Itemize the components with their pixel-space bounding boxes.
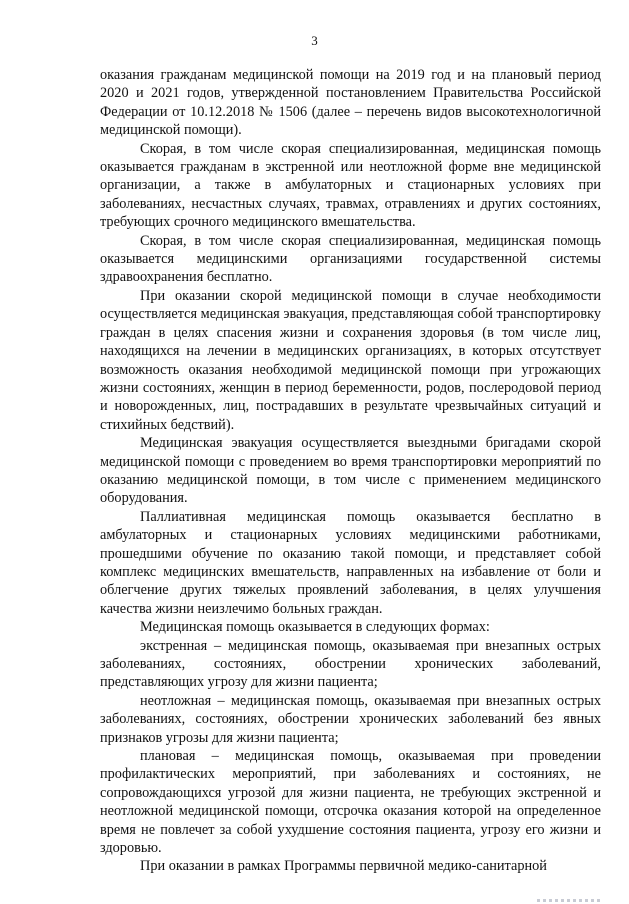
document-body bbox=[100, 66, 601, 876]
paragraph-continuation: оказания гражданам медицинской помощи на 2019 год и на плановый период 2020 и 2021 годов, утвержденной постановлением Правительства Российской Федерации от 10.12.2018 № 1506 (далее – перечень видов высокотехнологичной медицинской помощи). bbox=[100, 67, 601, 139]
paragraph-primary-care-start: При оказании в рамках Программы первичной медико-санитарной bbox=[140, 858, 547, 875]
list-item-urgent-form: неотложная – медицинская помощь, оказываемая при внезапных острых заболеваниях, состояниях, обострении хронических заболеваний без явных признаков угрозы для жизни пациента; bbox=[100, 692, 601, 746]
paragraph-palliative-care: Паллиативная медицинская помощь оказывается бесплатно в амбулаторных и стационарных условиях медицинскими работниками, прошедшими обучение по оказанию такой помощи, и представляет собой комплекс медицинских вмешательств, направленных на избавление от боли и облегчение других тяжелых проявлений заболевания, в целях улучшения качества жизни неизлечимо больных граждан. bbox=[100, 508, 601, 617]
paragraph-medical-evacuation: При оказании скорой медицинской помощи в случае необходимости осуществляется медицинская эвакуация, представляющая собой транспортировку граждан в целях спасения жизни и сохранения здоровья (в том числе лиц, находящихся на лечении в медицинских организациях, в которых отсутствует возможность оказания необходимой медицинской помощи при угрожающих жизни состояниях, женщин в период беременности, родов, послеродовой период и новорожденных, лиц, пострадавших в результате чрезвычайных ситуаций и стихийных бедствий). bbox=[100, 287, 601, 433]
paragraph-emergency-care-definition: Скорая, в том числе скорая специализированная, медицинская помощь оказывается гражданам в экстренной или неотложной форме вне медицинской организации, а также в амбулаторных и стационарных условиях при заболеваниях, несчастных случаях, травмах, отравлениях и других состояниях, требующих срочного медицинского вмешательства. bbox=[100, 140, 601, 231]
list-item-emergency-form: экстренная – медицинская помощь, оказываемая при внезапных острых заболеваниях, состояниях, обострении хронических заболеваний, представляющих угрозу для жизни пациента; bbox=[100, 637, 601, 691]
paragraph-emergency-care-free: Скорая, в том числе скорая специализированная, медицинская помощь оказывается медицинскими организациями государственной системы здравоохранения бесплатно. bbox=[100, 232, 601, 286]
page-number: 3 bbox=[311, 33, 318, 48]
list-item-planned-form: плановая – медицинская помощь, оказываемая при проведении профилактических мероприятий, при заболеваниях и состояниях, не сопровождающихся угрозой для жизни пациента, не требующих экстренной и неотложной медицинской помощи, отсрочка оказания которой на определенное время не повлечет за собой ухудшение состояния пациента, угрозу его жизни и здоровью. bbox=[100, 748, 601, 857]
scan-edge-mark bbox=[537, 899, 601, 902]
paragraph-care-forms-intro: Медицинская помощь оказывается в следующих формах: bbox=[140, 619, 490, 636]
paragraph-evacuation-teams: Медицинская эвакуация осуществляется выездными бригадами скорой медицинской помощи с проведением во время транспортировки мероприятий по оказанию медицинской помощи, в том числе с применением медицинского оборудования. bbox=[100, 435, 601, 507]
